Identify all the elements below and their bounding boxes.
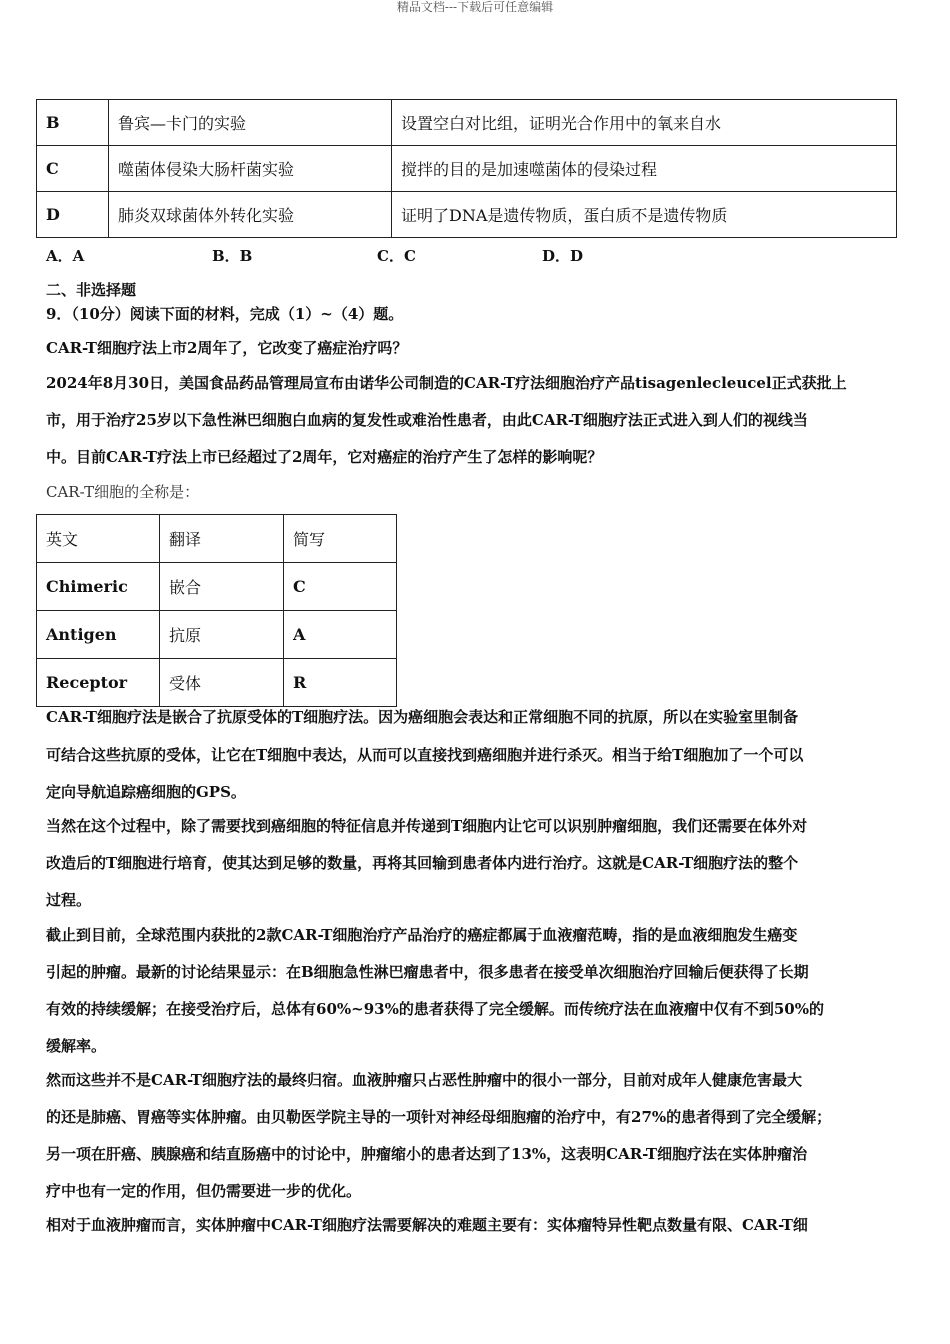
- table-cell: R: [284, 659, 397, 707]
- answer-choice-a[interactable]: A．A: [46, 247, 85, 265]
- paragraph-line: 有效的持续缓解；在接受治疗后，总体有60%~93%的患者获得了完全缓解。而传统疗法在血液瘤中仅有不到50%的: [46, 1000, 824, 1018]
- table-cell: 受体: [160, 659, 284, 707]
- answer-choice-b[interactable]: B．B: [212, 247, 253, 265]
- paragraph-line: 然而这些并不是CAR-T细胞疗法的最终归宿。血液肿瘤只占恶性肿瘤中的很小一部分，目前对成年人健康危害最大: [46, 1071, 802, 1089]
- column-header: 翻译: [160, 515, 284, 563]
- paragraph-line: 中。目前CAR-T疗法上市已经超过了2周年，它对癌症的治疗产生了怎样的影响呢？: [46, 448, 603, 466]
- option-letter: D: [37, 192, 109, 238]
- car-t-name-table: [36, 514, 397, 707]
- article-title: CAR-T细胞疗法上市2周年了，它改变了癌症治疗吗？: [46, 339, 408, 357]
- paragraph-line: 另一项在肝癌、胰腺癌和结直肠癌中的讨论中，肿瘤缩小的患者达到了13%，这表明CAR-T细胞疗法在实体肿瘤治: [46, 1145, 808, 1163]
- option-description: 设置空白对比组，证明光合作用中的氧来自水: [392, 100, 897, 146]
- table-row: [37, 611, 397, 659]
- paragraph-line: 2024年8月30日，美国食品药品管理局宣布由诺华公司制造的CAR-T疗法细胞治疗产品tisagenlecleucel正式获批上: [46, 374, 847, 392]
- table-row: [37, 563, 397, 611]
- table-row: [37, 659, 397, 707]
- paragraph-line: 市，用于治疗25岁以下急性淋巴细胞白血病的复发性或难治性患者，由此CAR-T细胞疗法正式进入到人们的视线当: [46, 411, 808, 429]
- table-row: [37, 100, 897, 146]
- answer-choice-c[interactable]: C．C: [377, 247, 416, 265]
- paragraph-line: 疗中也有一定的作用，但仍需要进一步的优化。: [46, 1182, 362, 1200]
- column-header: 英文: [37, 515, 160, 563]
- option-experiment: 肺炎双球菌体外转化实验: [109, 192, 392, 238]
- paragraph-line: 当然在这个过程中，除了需要找到癌细胞的特征信息并传递到T细胞内让它可以识别肿瘤细胞，我们还需要在体外对: [46, 817, 808, 835]
- paragraph-line: 改造后的T细胞进行培育，使其达到足够的数量，再将其回输到患者体内进行治疗。这就是CAR-T细胞疗法的整个: [46, 854, 799, 872]
- table-cell: Chimeric: [37, 563, 160, 611]
- table-cell: A: [284, 611, 397, 659]
- table-row: [37, 192, 897, 238]
- options-table: [36, 99, 897, 238]
- paragraph-line: 缓解率。: [46, 1037, 107, 1055]
- option-description: 搅拌的目的是加速噬菌体的侵染过程: [392, 146, 897, 192]
- table-header-row: [37, 515, 397, 563]
- paragraph-line: CAR-T细胞疗法是嵌合了抗原受体的T细胞疗法。因为癌细胞会表达和正常细胞不同的抗原，所以在实验室里制备: [46, 708, 799, 726]
- section-title: 二、非选择题: [46, 281, 137, 299]
- option-experiment: 噬菌体侵染大肠杆菌实验: [109, 146, 392, 192]
- question-intro: 9．（10分）阅读下面的材料，完成（1）~（4）题。: [46, 305, 404, 323]
- paragraph-line: 过程。: [46, 891, 92, 909]
- paragraph-line: 定向导航追踪癌细胞的GPS。: [46, 783, 246, 801]
- answer-choices: [46, 245, 746, 267]
- answer-choice-d[interactable]: D．D: [542, 247, 584, 265]
- option-description: 证明了DNA是遗传物质，蛋白质不是遗传物质: [392, 192, 897, 238]
- table-cell: C: [284, 563, 397, 611]
- page-header: 精品文档---下载后可任意编辑: [396, 0, 554, 14]
- paragraph-line: 相对于血液肿瘤而言，实体肿瘤中CAR-T细胞疗法需要解决的难题主要有：实体瘤特异性靶点数量有限、CAR-T细: [46, 1216, 808, 1234]
- table-cell: 抗原: [160, 611, 284, 659]
- paragraph-line: 引起的肿瘤。最新的讨论结果显示：在B细胞急性淋巴瘤患者中，很多患者在接受单次细胞治疗回输后便获得了长期: [46, 963, 809, 981]
- table-row: [37, 146, 897, 192]
- paragraph-line: 截止到目前，全球范围内获批的2款CAR-T细胞治疗产品治疗的癌症都属于血液瘤范畴，指的是血液细胞发生癌变: [46, 926, 798, 944]
- option-letter: C: [37, 146, 109, 192]
- column-header: 简写: [284, 515, 397, 563]
- table-cell: 嵌合: [160, 563, 284, 611]
- paragraph-line: 的还是肺癌、胃癌等实体肿瘤。由贝勒医学院主导的一项针对神经母细胞瘤的治疗中，有27%的患者得到了完全缓解；: [46, 1108, 832, 1126]
- option-experiment: 鲁宾—卡门的实验: [109, 100, 392, 146]
- table-cell: Receptor: [37, 659, 160, 707]
- option-letter: B: [37, 100, 109, 146]
- paragraph-line: 可结合这些抗原的受体，让它在T细胞中表达，从而可以直接找到癌细胞并进行杀灭。相当于给T细胞加了一个可以: [46, 746, 804, 764]
- fullname-label: CAR-T细胞的全称是：: [46, 483, 200, 501]
- table-cell: Antigen: [37, 611, 160, 659]
